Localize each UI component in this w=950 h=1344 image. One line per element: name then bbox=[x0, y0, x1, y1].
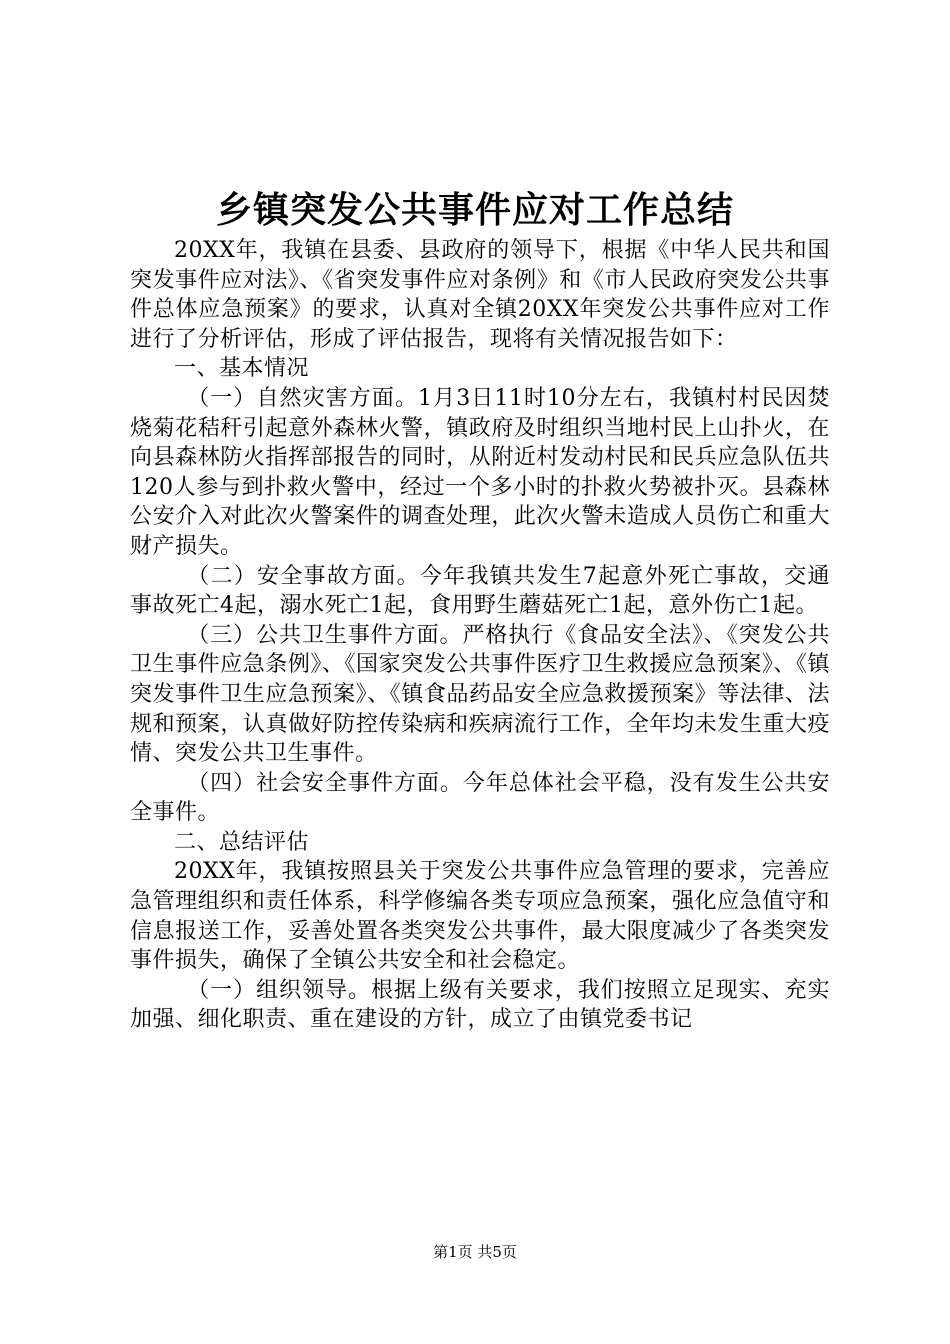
document-body bbox=[130, 236, 830, 1035]
document-title: 乡镇突发公共事件应对工作总结 bbox=[215, 189, 734, 231]
paragraph-safety-accident: （二）安全事故方面。今年我镇共发生7起意外死亡事故，交通事故死亡4起，溺水死亡1起，食用野生蘑菇死亡1起，意外伤亡1起。 bbox=[130, 563, 830, 619]
section-heading-summary: 二、总结评估 bbox=[174, 829, 310, 855]
paragraph-social-security: （四）社会安全事件方面。今年总体社会平稳，没有发生公共安全事件。 bbox=[130, 770, 830, 826]
page-footer: 第1页 共5页 bbox=[433, 1243, 517, 1261]
paragraph-summary: 20XX年，我镇按照县关于突发公共事件应急管理的要求，完善应急管理组织和责任体系，科学修编各类专项应急预案，强化应急值守和信息报送工作，妥善处置各类突发公共事件，最大限度减少了各类突发事件损失，确保了全镇公共安全和社会稳定。 bbox=[130, 859, 830, 974]
paragraph-natural-disaster: （一）自然灾害方面。1月3日11时10分左右，我镇村村民因焚烧菊花秸秆引起意外森林火警，镇政府及时组织当地村民上山扑火，在向县森林防火指挥部报告的同时，从附近村发动村民和民兵应急队伍共120人参与到扑救火警中，经过一个多小时的扑救火势被扑灭。县森林公安介入对此次火警案件的调查处理，此次火警未造成人员伤亡和重大财产损失。 bbox=[130, 385, 830, 559]
section-heading-basic: 一、基本情况 bbox=[174, 356, 310, 382]
paragraph-organization: （一）组织领导。根据上级有关要求，我们按照立足现实、充实加强、细化职责、重在建设的方针，成立了由镇党委书记 bbox=[130, 977, 830, 1033]
paragraph-public-health: （三）公共卫生事件方面。严格执行《食品安全法》、《突发公共卫生事件应急条例》、《国家突发公共事件医疗卫生救援应急预案》、《镇突发事件卫生应急预案》、《镇食品药品安全应急救援预案》等法律、法规和预案，认真做好防控传染病和疾病流行工作，全年均未发生重大疫情、突发公共卫生事件。 bbox=[130, 622, 830, 767]
intro-paragraph: 20XX年，我镇在县委、县政府的领导下，根据《中华人民共和国突发事件应对法》、《省突发事件应对条例》和《市人民政府突发公共事件总体应急预案》的要求，认真对全镇20XX年突发公共事件应对工作进行了分析评估，形成了评估报告，现将有关情况报告如下： bbox=[130, 238, 830, 352]
